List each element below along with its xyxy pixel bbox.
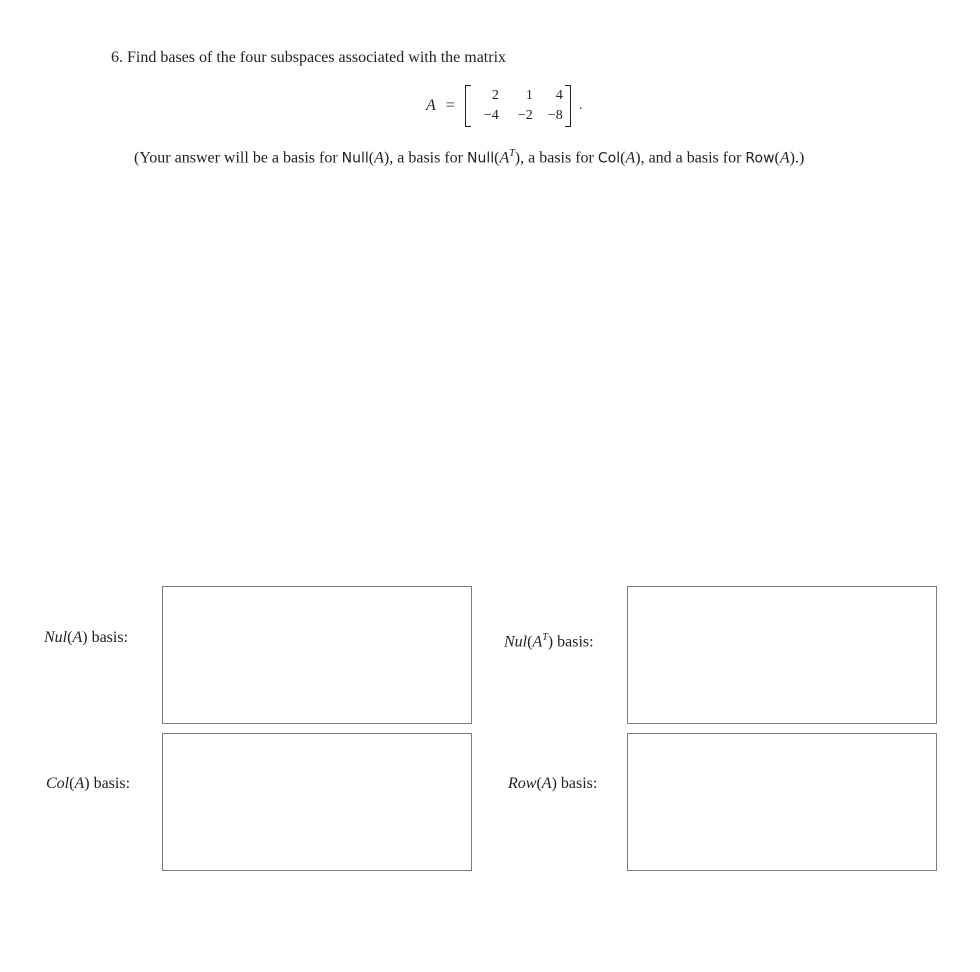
col-label: Col: [597, 150, 621, 167]
transpose-superscript: T: [542, 632, 548, 643]
label-paren: (: [67, 629, 73, 646]
label-suffix: ) basis:: [82, 629, 129, 646]
var-a: A: [779, 149, 790, 167]
nul-a-label: [44, 628, 128, 648]
matrix-cell: −2: [517, 108, 533, 123]
row-a-answer-input[interactable]: [627, 733, 937, 871]
col-a-label: [46, 774, 130, 794]
label-name: Nul: [504, 633, 528, 651]
matrix-entries: [471, 86, 565, 126]
label-suffix: ) basis:: [84, 775, 131, 792]
question-prompt: Find bases of the four subspaces associated with the matrix: [127, 49, 507, 66]
null-label: Null: [341, 150, 369, 167]
matrix-name: A: [426, 97, 436, 114]
null-label: Null: [467, 150, 495, 167]
matrix-cell: −4: [483, 108, 499, 123]
label-name: Col: [46, 775, 70, 792]
instructions-text: (: [774, 149, 780, 167]
var-a: A: [499, 149, 510, 167]
row-label: Row: [745, 150, 775, 167]
row-a-label: [508, 774, 597, 794]
label-name: Nul: [44, 629, 68, 646]
label-suffix: ) basis:: [547, 633, 594, 651]
label-suffix: ) basis:: [551, 775, 598, 792]
instructions-text: ).): [789, 149, 805, 167]
instructions-text: (: [494, 149, 500, 167]
matrix-cell: 1: [525, 88, 533, 103]
var-a: A: [374, 149, 384, 167]
col-a-answer-input[interactable]: [162, 733, 472, 871]
question-number: 6.: [111, 49, 123, 66]
matrix-period: .: [578, 98, 583, 113]
instructions: [134, 144, 902, 168]
label-var: A: [532, 633, 543, 651]
label-var: A: [72, 629, 83, 646]
right-bracket: [565, 85, 571, 127]
label-name: Row: [508, 775, 537, 792]
nul-at-answer-input[interactable]: [627, 586, 937, 724]
matrix-cell: 4: [555, 88, 563, 103]
equals-sign: =: [445, 97, 455, 114]
instructions-text: ), a basis for: [514, 149, 598, 167]
instructions-text: ), a basis for: [383, 149, 467, 167]
nul-a-answer-input[interactable]: [162, 586, 472, 724]
matrix-cell: 2: [491, 88, 499, 103]
instructions-text: (: [620, 149, 626, 167]
label-paren: (: [527, 633, 533, 651]
label-paren: (: [536, 775, 542, 792]
transpose-superscript: T: [509, 148, 515, 159]
label-paren: (: [69, 775, 75, 792]
var-a: A: [625, 149, 636, 167]
label-var: A: [74, 775, 85, 792]
nul-at-label: [504, 628, 594, 652]
matrix-equation: [426, 84, 582, 128]
instructions-text: ), and a basis for: [635, 149, 746, 167]
question-text: [111, 48, 506, 68]
instructions-text: (Your answer will be a basis for: [134, 149, 342, 167]
matrix-cell: −8: [547, 108, 563, 123]
label-var: A: [541, 775, 552, 792]
instructions-text: (: [368, 149, 375, 167]
